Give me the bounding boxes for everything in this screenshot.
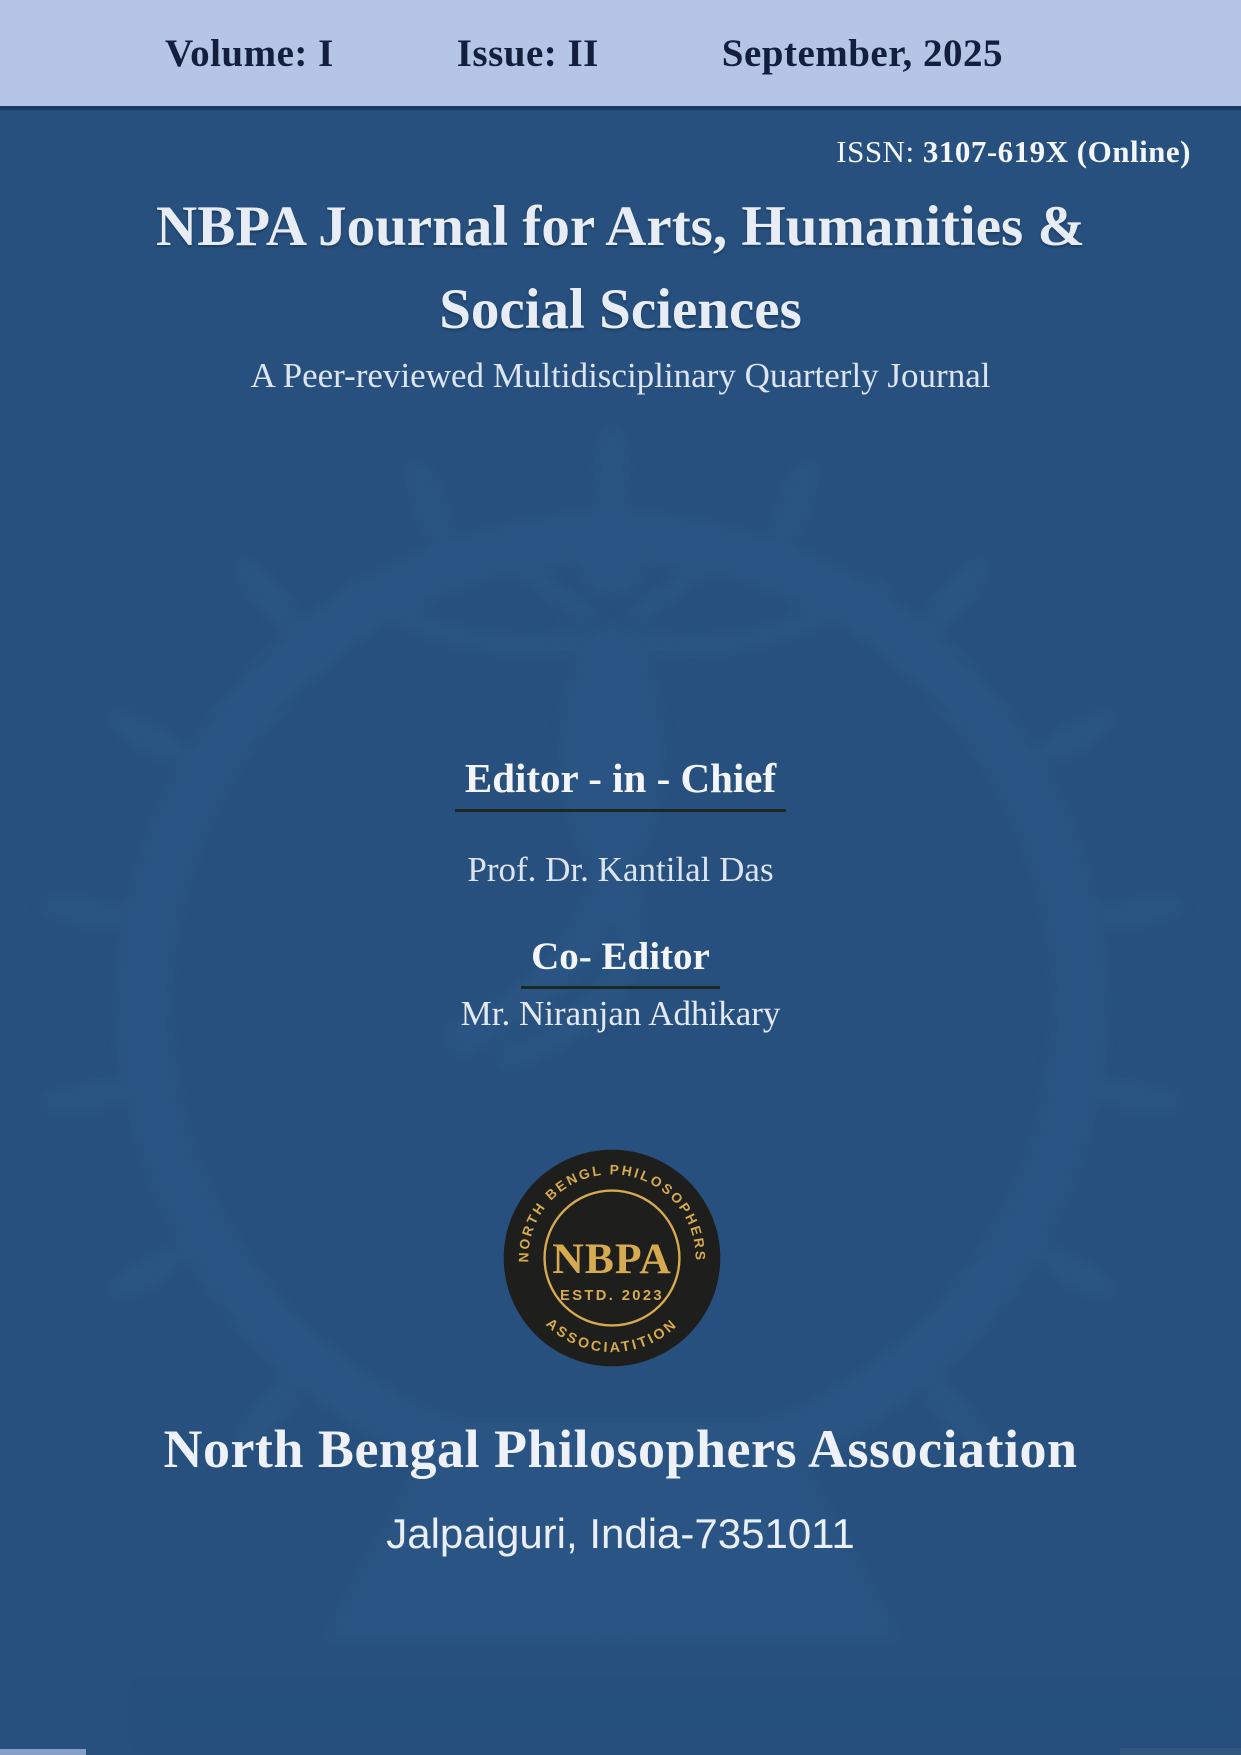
journal-subtitle: A Peer-reviewed Multidisciplinary Quarterly Journal — [250, 356, 991, 395]
journal-title-line2: Social Sciences — [439, 277, 802, 341]
nbpa-logo-badge — [498, 1144, 726, 1372]
bottom-right-edge-strip — [1120, 1748, 1241, 1755]
logo-arc-bottom-text: ASSOCIATITION — [542, 1315, 682, 1357]
statue-torso — [562, 625, 662, 875]
logo-monogram: NBPA — [552, 1235, 672, 1284]
issn-line — [836, 134, 1191, 170]
pedestal-beads — [409, 1604, 816, 1646]
issue-info-bar — [0, 0, 1241, 110]
editor-in-chief-name: Prof. Dr. Kantilal Das — [467, 850, 774, 889]
journal-title — [0, 186, 1241, 351]
pedestal-base-shadow — [140, 1688, 1241, 1743]
issn-value: 3107-619X (Online) — [922, 134, 1191, 169]
editor-in-chief-heading: Editor - in - Chief — [0, 754, 1241, 812]
statue-arm-right — [639, 585, 885, 645]
statue-headdress — [560, 507, 664, 539]
issn-label: ISSN: — [836, 134, 923, 169]
co-editor-name: Mr. Niranjan Adhikary — [460, 994, 781, 1033]
co-editor-heading: Co- Editor — [0, 934, 1241, 989]
logo-estd-text: ESTD. 2023 — [560, 1287, 664, 1304]
journal-title-line1: NBPA Journal for Arts, Humanities & — [156, 195, 1085, 258]
statue-head — [582, 537, 642, 597]
publisher-address: Jalpaiguri, India-7351011 — [386, 1510, 855, 1557]
bottom-left-edge-strip — [0, 1749, 86, 1755]
statue-arm-left — [345, 585, 585, 645]
volume-label: Volume: I — [165, 31, 334, 75]
publisher-name: North Bengal Philosophers Association — [163, 1419, 1078, 1479]
issue-label: Issue: II — [456, 31, 599, 75]
logo-arc-top-text: NORTH BENGL PHILOSOPHERS — [516, 1162, 708, 1263]
date-label: September, 2025 — [721, 31, 1003, 75]
